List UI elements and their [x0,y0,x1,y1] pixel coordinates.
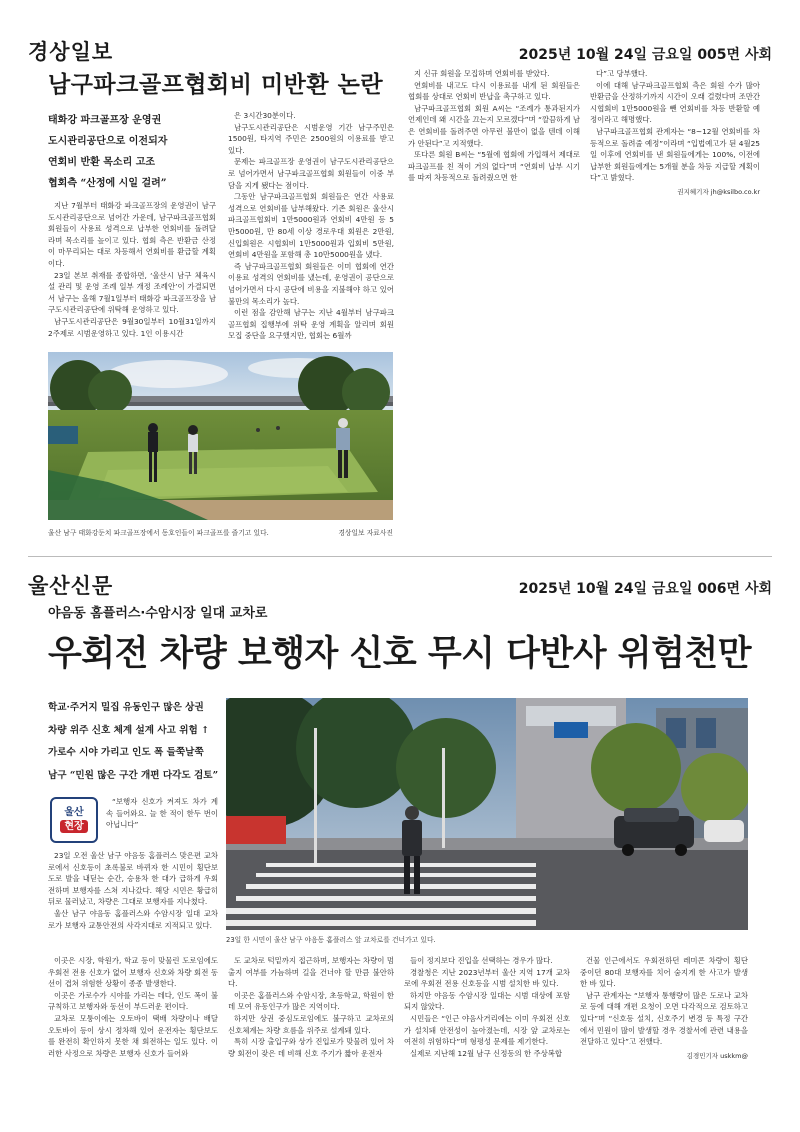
page1-subhead: 협회측 “산정에 시일 걸려” [48,178,167,189]
paragraph: 실제로 지난해 12월 남구 신정동의 한 주상복합 [410,1048,563,1058]
page1-edition: 2025년 10월 24일 금요일 005면 사회 [518,47,772,63]
page2-column-1 [48,955,218,1059]
paragraph: 문제는 파크골프장 운영권이 남구도시관리공단으로 넘어가면서 남구파크골프협회 회원들이 이중 부담을 지게 됐다는 점이다. [228,157,394,190]
page1-masthead [28,36,772,66]
paragraph: 즉 남구파크골프협회 회원들은 이미 협회에 연간 이용료 성격의 연회비를 냈는데, 운영권이 공단으로 넘어가면서 다시 공단에 비용을 지불해야 하고 있어 불만의 목소리가 높다. [228,261,394,306]
page1-subhead: 도시관리공단으로 이전되자 [48,136,168,147]
park-golf-scene-image [48,352,393,520]
paragraph: 지난 7월부터 태화강 파크골프장의 운영권이 남구도시관리공단으로 넘어간 가운데, 남구파크골프협회 회원들이 사용료 성격으로 납부한 연회비를 돌려달라며 목소리를 높이고 있다. 협회 측은 반환금 산정이 마무리되는 대로 차등해서 연회비를 환급할 계획이다. [48,201,216,268]
paragraph: 교차로 모퉁이에는 오토바이 택배 차량이나 배달 오토바이 등이 상시 정차해 있어 운전자는 횡단보도를 완전히 확인하지 못한 채 회전하는 일도 있다. 이러한 사정으로 차량은 보행자 신호가 들어와 [48,1013,218,1058]
page1-photo-park-golf [48,352,393,520]
paragraph: 또다른 회원 B씨는 “5월에 협회에 가입해서 제대로 파크골프를 친 적이 거의 없다”며 “연회비 납부 시기를 따져 차등적으로 돌려줬으면 한 [408,150,580,183]
page2-photo-caption: 23일 한 시민이 울산 남구 야음동 홈플러스 앞 교차로를 건너가고 있다. [226,936,436,944]
page1-column-4 [590,68,760,199]
page2-masthead [28,570,772,600]
page1-paper-name: 경상일보 [28,39,114,64]
page2-subhead: 차량 위주 신호 체계 설계 사고 위험 ↑ [48,724,210,736]
paragraph: “보행자 신호가 켜져도 차가 계속 들어와요. 늘 한 적이 한두 번이 아닙니다” [106,797,218,830]
paragraph: 다”고 당부했다. [596,69,648,78]
paragraph: 시민들은 “인근 야음사거리에는 이미 우회전 신호가 설치돼 안전성이 높아졌는데, 시장 앞 교차로는 여전히 위험하다”며 형평성 문제를 제기한다. [404,1013,570,1047]
paragraph: 이곳은 시장, 학원가, 학교 등이 맞물린 도로임에도 우회전 전용 신호가 없어 보행자 신호와 차량 회전 동선이 겹쳐 위험한 상황이 종종 발생한다. [48,956,218,989]
page2-lead-column [48,850,218,931]
paragraph: 남구도시관리공단은 9월30일부터 10월31일까지 2주제로 시범운영하고 있다. 1인 이용시간 [48,316,216,338]
page1-column-2 [228,110,394,342]
paragraph: 도 교차로 턱밑까지 접근하며, 보행자는 차량이 멈출지 여부를 가늠하며 길을 건너야 할 만큼 불안하다. [228,956,394,989]
page2-byline: 김경민기자 uskkm@ [686,1051,748,1060]
page1-photo-caption: 울산 남구 태화강둔치 파크골프장에서 동호인들이 파크골프를 즐기고 있다. [48,529,269,537]
badge-line1: 울산 [64,807,84,818]
page2-column-3 [404,955,570,1059]
paragraph: 연회비를 내고도 다시 이용료를 내게 된 회원들은 협회를 상대로 연회비 반납을 촉구하고 있다. [408,80,580,102]
paragraph: 이곳은 가로수가 시야를 가리는 데다, 인도 폭이 불규칙하고 보행자와 동선이 부드러운 편이다. [48,990,218,1012]
paragraph: 이에 대해 남구파크골프협회 측은 회원 수가 많아 반환금을 산정하기까지 시간이 오래 걸렸다며 조만간 시협회비 1만5000원을 뺀 연회비를 차등 반환할 예정이라고 해명했다. [590,80,760,125]
page1-photo-credit: 경상일보 자료사진 [338,529,393,537]
paragraph: 하지만 상권 중심도로임에도 불구하고 교차로의 신호체계는 차량 흐름을 위주로 설계돼 있다. [228,1013,394,1035]
paragraph: 하지만 야음동 수암시장 일대는 시범 대상에 포함되지 않았다. [404,990,570,1012]
page2-paper-name: 울산신문 [28,573,114,598]
page1-subhead: 연회비 반환 목소리 고조 [48,157,156,168]
paragraph: 특히 시장 출입구와 상가 진입로가 맞물려 있어 차량 회전이 잦은 데 비해 신호 주기가 짧아 운전자 [228,1037,394,1058]
paragraph: 들이 정지보다 진입을 선택하는 경우가 많다. [410,956,553,965]
page1-subheads [48,110,218,194]
paragraph: 이런 점을 감안해 남구는 지난 4월부터 남구파크골프협회 집행부에 위탁 운영 계획을 알리며 회원 모집 중단을 요구했지만, 협회는 6월까 [228,308,394,341]
page2-headline: 우회전 차량 보행자 신호 무시 다반사 위험천만 [48,634,752,674]
page2-photo-caption-row [226,934,748,944]
page1-column-1 [48,200,216,339]
paragraph: 남구파크골프협회 관계자는 “8~12월 연회비를 차등적으로 돌려줄 예정”이라며 “입법예고가 된 4월25일 이후에 연회비를 낸 회원들에게는 100%, 이전에 납부한 회원들에게는 5개월 분을 차등 지급할 계획이다”고 밝혔다. [590,126,760,183]
paragraph: 건물 인근에서도 우회전하던 레미콘 차량이 횡단 중이던 80대 보행자를 치어 숨지게 한 사고가 발생한 바 있다. [580,956,748,989]
crosswalk-scene-image [226,698,748,930]
ulsan-field-report-badge [50,797,98,843]
page1-photo-caption-row [48,527,393,537]
page-divider [28,556,772,557]
page2-lead-column-top [106,796,218,831]
page1-byline: 권지혜기자 jh@ksilbo.co.kr [677,187,760,196]
paragraph: 은 3시간30분이다. [234,111,296,120]
paragraph: 남구파크골프협회 회원 A씨는 “조례가 통과된지가 언제인데 왜 시간을 끄는지 모르겠다”며 “깔끔하게 남은 연회비를 돌려주면 아무런 불만이 없을 텐데 이해가 안된다”고 지적했다. [408,103,580,148]
page2-kicker: 야음동 홈플러스·수암시장 일대 교차로 [48,606,268,621]
page2-edition: 2025년 10월 24일 금요일 006면 사회 [518,581,772,597]
paragraph: 23일 오전 울산 남구 야음동 홈플러스 맞은편 교차로에서 신호등이 초록불로 바뀌자 한 시민이 횡단보도로 발을 내딛는 순간, 승용차 한 대가 급하게 우회전하며 보행자를 스쳐 지나갔다. 해당 시민은 황급히 뒤로 물러났고, 차량은 그대로 보행자를 지나쳤다. [48,851,218,907]
paragraph: 경찰청은 지난 2023년부터 울산 지역 17개 교차로에 우회전 전용 신호등을 시범 설치한 바 있다. [404,967,570,989]
page2-subhead: 학교·주거지 밀집 유동인구 많은 상권 [48,702,204,713]
paragraph: 그동안 남구파크골프협회 회원들은 연간 사용료 성격으로 연회비를 납부해왔다. 기존 회원은 울산시 파크골프협회비 1만5000원과 연회비 4만원 등 5만5000원, 만 80세 이상 경로우대 회원은 2만원, 신입회원은 시협회비 1만5000원과 입회비 5만원, 연회비 4만원을 포함해 총 10만5000원을 냈다. [228,192,394,260]
page1-subhead: 태화강 파크골프장 운영권 [48,115,162,126]
paragraph: 이곳은 홈플러스와 수암시장, 초등학교, 학원이 한데 모여 유동인구가 많은 지역이다. [228,990,394,1012]
page1-headline: 남구파크골프협회비 미반환 논란 [48,72,384,98]
page2-column-4 [580,955,748,1062]
paragraph: 남구도시관리공단은 시범운영 기간 남구주민은 1500원, 타지역 주민은 2500원의 이용료를 받고 있다. [228,122,394,155]
page2-subhead: 남구 “민원 많은 구간 개편 다각도 검토” [48,769,219,781]
paragraph: 울산 남구 야음동 홈플러스와 수암시장 일대 교차로가 보행자 교통안전의 사각지대로 지적되고 있다. [48,908,218,930]
page2-subhead: 가로수 시야 가리고 인도 폭 들쭉날쭉 [48,747,204,758]
paragraph: 남구 관계자는 “보행자 통행량이 많은 도로나 교차로 등에 대해 개편 요청이 오면 다각적으로 검토하고 있다”며 “신호등 설치, 신호주기 변경 등 특정 구간에서 민원이 많이 발생할 경우 경찰서에 관련 내용을 전달하고 있다”고 전했다. [580,990,748,1047]
paragraph: 지 신규 회원을 모집하며 연회비를 받았다. [414,69,550,78]
page1-column-3 [408,68,580,184]
page2-column-2 [228,955,394,1059]
paragraph: 23일 본보 취재를 종합하면, ‘울산시 남구 체육시설 관리 및 운영 조례 일부 개정 조례안’이 가결되면서 남구는 올해 7월1일부터 태화강 파크골프장을 남구도시관리공단에 위탁해 운영하고 있다. [48,270,216,315]
badge-line2: 현장 [60,820,87,833]
page2-subheads [48,697,228,787]
page2-photo-crosswalk [226,698,748,930]
